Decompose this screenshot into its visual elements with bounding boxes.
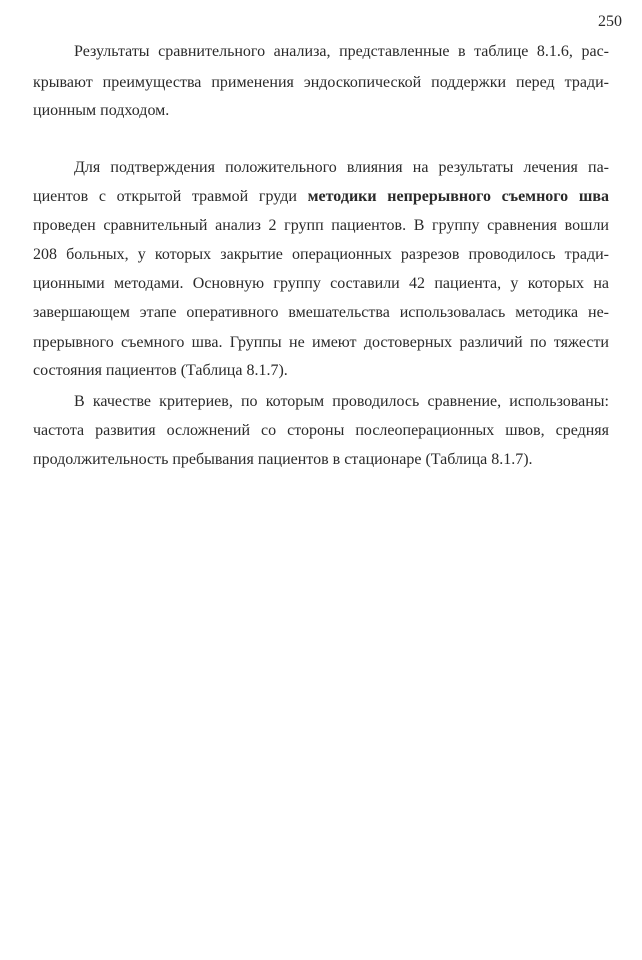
- text-line: проведен сравнительный анализ 2 групп пациентов. В группу сравнения вошли: [33, 217, 609, 234]
- page-number: 250: [598, 13, 622, 30]
- text-line: продолжительность пребывания пациентов в стационаре (Таблица 8.1.7).: [33, 451, 533, 468]
- text-run: циентов с открытой травмой груди: [33, 188, 308, 205]
- text-line: 208 больных, у которых закрытие операционных разрезов проводилось тради-: [33, 246, 609, 263]
- text-line: частота развития осложнений со стороны послеоперационных швов, средняя: [33, 422, 609, 439]
- text-line: завершающем этапе оперативного вмешательства использовалась методика не-: [33, 304, 609, 321]
- text-line: крывают преимущества применения эндоскопической поддержки перед тради-: [33, 74, 609, 91]
- bold-term: методики непрерывного съемного шва: [307, 188, 609, 205]
- text-line: ционным подходом.: [33, 102, 170, 119]
- text-line: состояния пациентов (Таблица 8.1.7).: [33, 362, 288, 379]
- text-line: [33, 187, 609, 207]
- text-line: Для подтверждения положительного влияния на результаты лечения па-: [74, 159, 609, 176]
- text-line: В качестве критериев, по которым проводилось сравнение, использованы:: [74, 393, 609, 410]
- text-line: ционными методами. Основную группу составили 42 пациента, у которых на: [33, 275, 609, 292]
- text-line: Результаты сравнительного анализа, представленные в таблице 8.1.6, рас-: [74, 43, 609, 60]
- text-line: прерывного съемного шва. Группы не имеют достоверных различий по тяжести: [33, 334, 609, 351]
